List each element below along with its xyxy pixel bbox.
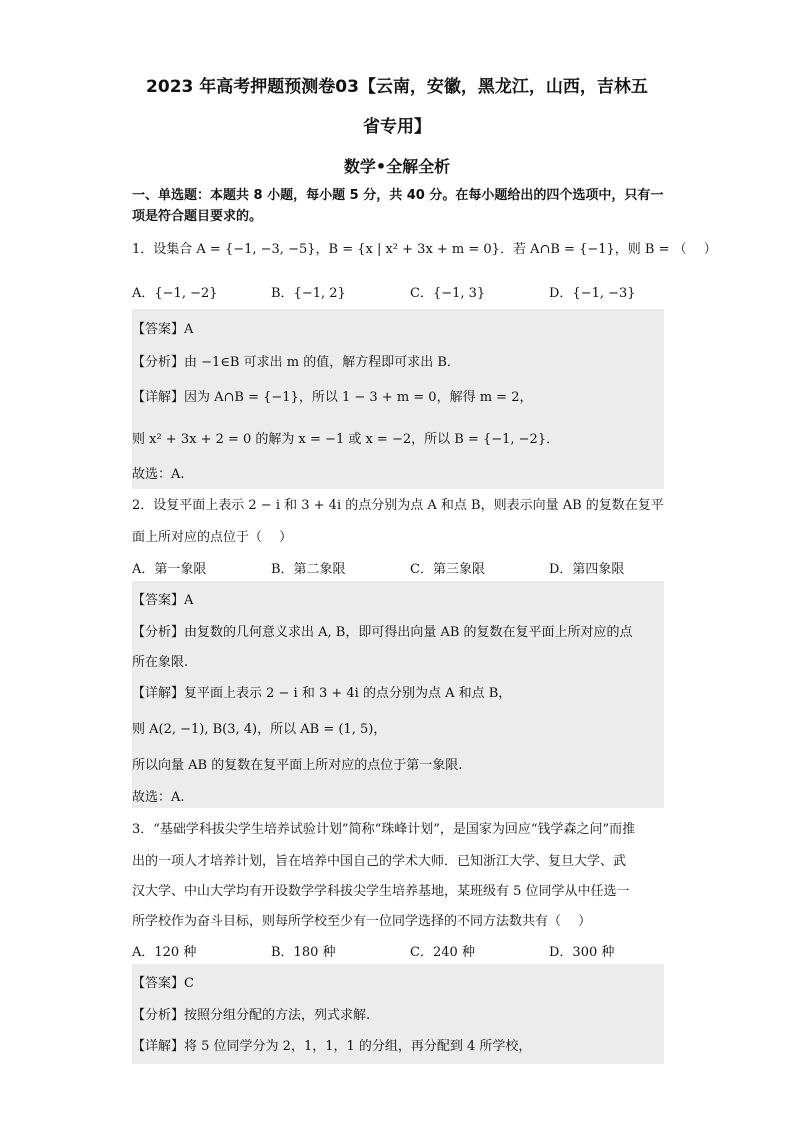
q3-option-d: D．300 种 (549, 945, 615, 960)
q2-analysis-2: 所在象限. (132, 655, 189, 670)
q1-option-a: A．{−1, −2} (132, 286, 218, 301)
q2-conclusion: 故选：A. (132, 790, 185, 805)
q3-analysis: 【分析】按照分组分配的方法，列式求解. (132, 1008, 371, 1023)
q2-analysis-1: 【分析】由复数的几何意义求出 A, B，即可得出向量 AB 的复数在复平面上所对应的点 (132, 625, 633, 640)
q1-option-d: D．{−1, −3} (549, 286, 636, 301)
q2-option-a: A．第一象限 (132, 562, 207, 577)
q2-option-b: B．第二象限 (271, 562, 346, 577)
q1-analysis: 【分析】由 −1∈B 可求出 m 的值，解方程即可求出 B． (132, 355, 460, 370)
section-heading: 一、单选题：本题共 8 小题，每小题 5 分，共 40 分。在每小题给出的四个选项中，只有一项是符合题目要求的。 (132, 188, 664, 224)
q2-stem-2: 面上所对应的点位于（ ） (132, 530, 293, 545)
q1-option-c: C．{−1, 3} (410, 286, 486, 301)
q3-detail-1: 【详解】将 5 位同学分为 2，1，1，1 的分组，再分配到 4 所学校， (132, 1039, 532, 1054)
q2-stem-1: 2．设复平面上表示 2 − i 和 3 + 4i 的点分别为点 A 和点 B，则表示向量 AB 的复数在复平 (132, 498, 664, 513)
q2-option-d: D．第四象限 (549, 562, 625, 577)
document-title-line-1: 2023 年高考押题预测卷03【云南，安徽，黑龙江，山西，吉林五 (146, 77, 648, 97)
q1-detail-2: 则 x² + 3x + 2 = 0 的解为 x = −1 或 x = −2，所以 B = {−1, −2}． (132, 432, 560, 447)
q2-option-c: C．第三象限 (410, 562, 485, 577)
q1-option-b: B．{−1, 2} (271, 286, 346, 301)
q3-answer: 【答案】C (132, 976, 194, 991)
q3-stem-4: 所学校作为奋斗目标，则每所学校至少有一位同学选择的不同方法数共有（ ） (132, 914, 592, 929)
q3-option-a: A．120 种 (132, 945, 197, 960)
q3-stem-1: 3．“基础学科拔尖学生培养试验计划”简称“珠峰计划”，是国家为回应“钱学森之问”而推 (132, 822, 636, 837)
q2-answer: 【答案】A (132, 593, 194, 608)
q1-answer: 【答案】A (132, 322, 194, 337)
q1-stem: 1．设集合 A = {−1, −3, −5}，B = {x | x² + 3x + m = 0}．若 A∩B = {−1}，则 B = （ ） (132, 242, 717, 257)
q2-detail-2: 则 A(2, −1), B(3, 4)，所以 AB = (1, 5)， (132, 722, 387, 737)
q3-stem-2: 出的一项人才培养计划，旨在培养中国自己的学术大师．已知浙江大学、复旦大学、武 (132, 854, 627, 869)
q3-stem-3: 汉大学、中山大学均有开设数学学科拔尖学生培养基地，某班级有 5 位同学从中任选一 (132, 884, 630, 899)
document-subtitle: 数学•全解全析 (343, 157, 451, 176)
q1-conclusion: 故选：A. (132, 467, 185, 482)
document-title-line-2: 省专用】 (363, 117, 431, 137)
q3-option-c: C．240 种 (410, 945, 475, 960)
q2-detail-3: 所以向量 AB 的复数在复平面上所对应的点位于第一象限. (132, 758, 463, 773)
q1-detail-1: 【详解】因为 A∩B = {−1}，所以 1 − 3 + m = 0，解得 m = 2， (132, 390, 533, 405)
q3-option-b: B．180 种 (271, 945, 336, 960)
q2-detail-1: 【详解】复平面上表示 2 − i 和 3 + 4i 的点分别为点 A 和点 B， (132, 686, 512, 701)
